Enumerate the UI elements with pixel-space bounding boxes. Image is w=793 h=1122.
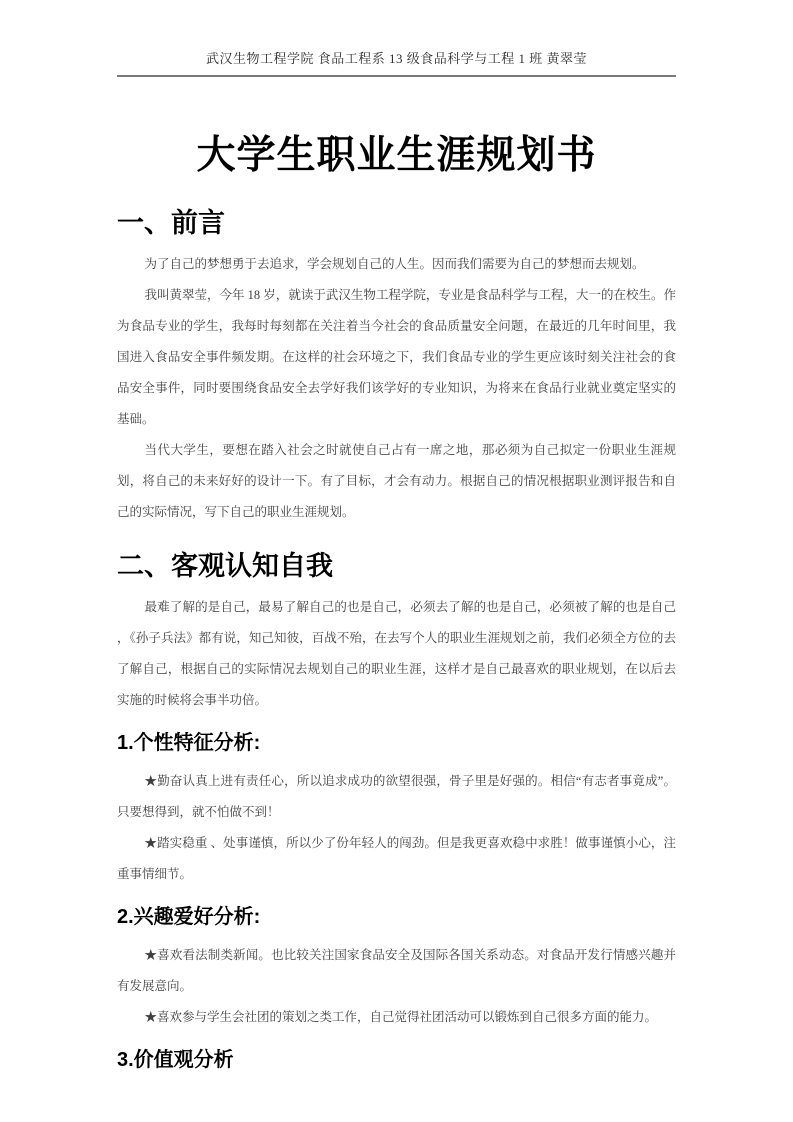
foreword-paragraph-1: 为了自己的梦想勇于去追求，学会规划自己的人生。因而我们需要为自己的梦想而去规划。 xyxy=(144,257,645,271)
interests-point-2: ★喜欢参与学生会社团的策划之类工作，自己觉得社团活动可以锻炼到自己很多方面的能力。 xyxy=(144,1010,658,1024)
page-header-text: 武汉生物工程学院 食品工程系 13 级食品科学与工程 1 班 黄翠莹 xyxy=(205,51,587,66)
subheading-personality-analysis: 1.个性特征分析: xyxy=(117,732,261,754)
document-title: 大学生职业生涯规划书 xyxy=(196,134,597,177)
foreword-paragraph-3: 当代大学生，要想在踏入社会之时就使自己占有一席之地，那必须为自己拟定一份职业生涯规划，将自己的未来好好的设计一下。有了目标，才会有动力。根据自己的情况根据职业测评报告和自己的实际情况，写下自己的职业生涯规划。 xyxy=(117,443,676,519)
foreword-paragraph-2: 我叫黄翠莹，今年 18 岁，就读于武汉生物工程学院，专业是食品科学与工程，大一的在校生。作为食品专业的学生，我每时每刻都在关注着当今社会的食品质量安全问题，在最近的几年时间里，我国进入食品安全事件频发期。在这样的社会环境之下，我们食品专业的学生更应该时刻关注社会的食品安全事件，同时要围绕食品安全去学好我们该学好的专业知识，为将来在食品行业就业奠定坚实的基础。 xyxy=(117,288,676,426)
personality-point-2: ★踏实稳重 、处事谨慎，所以少了份年轻人的闯劲。但是我更喜欢稳中求胜！做事谨慎小心，注重事情细节。 xyxy=(117,836,676,881)
interests-point-1: ★喜欢看法制类新闻。也比较关注国家食品安全及国际各国关系动态。对食品开发行情感兴趣并有发展意向。 xyxy=(117,948,676,993)
self-cognition-intro-paragraph: 最难了解的是自己，最易了解自己的也是自己，必须去了解的也是自己，必须被了解的也是自己 ，《孙子兵法》都有说，知己知彼，百战不殆，在去写个人的职业生涯规划之前，我们必须全方位的去了解自己，根据自己的实际情况去规划自己的职业生涯，这样才是自己最喜欢的职业规划，在以后去实施的时候将会事半功倍。 xyxy=(117,600,676,707)
document-content xyxy=(117,0,676,1075)
section-heading-foreword: 一、前言 xyxy=(117,208,225,238)
section-heading-self-cognition: 二、客观认知自我 xyxy=(117,551,333,581)
page-header xyxy=(117,0,676,77)
subheading-interests-analysis: 2.兴趣爱好分析: xyxy=(117,906,261,928)
subheading-values-analysis: 3.价值观分析 xyxy=(117,1049,234,1071)
personality-point-1: ★勤奋认真上进有责任心，所以追求成功的欲望很强，骨子里是好强的。相信“有志者事竟成”。只要想得到，就不怕做不到！ xyxy=(117,774,676,819)
